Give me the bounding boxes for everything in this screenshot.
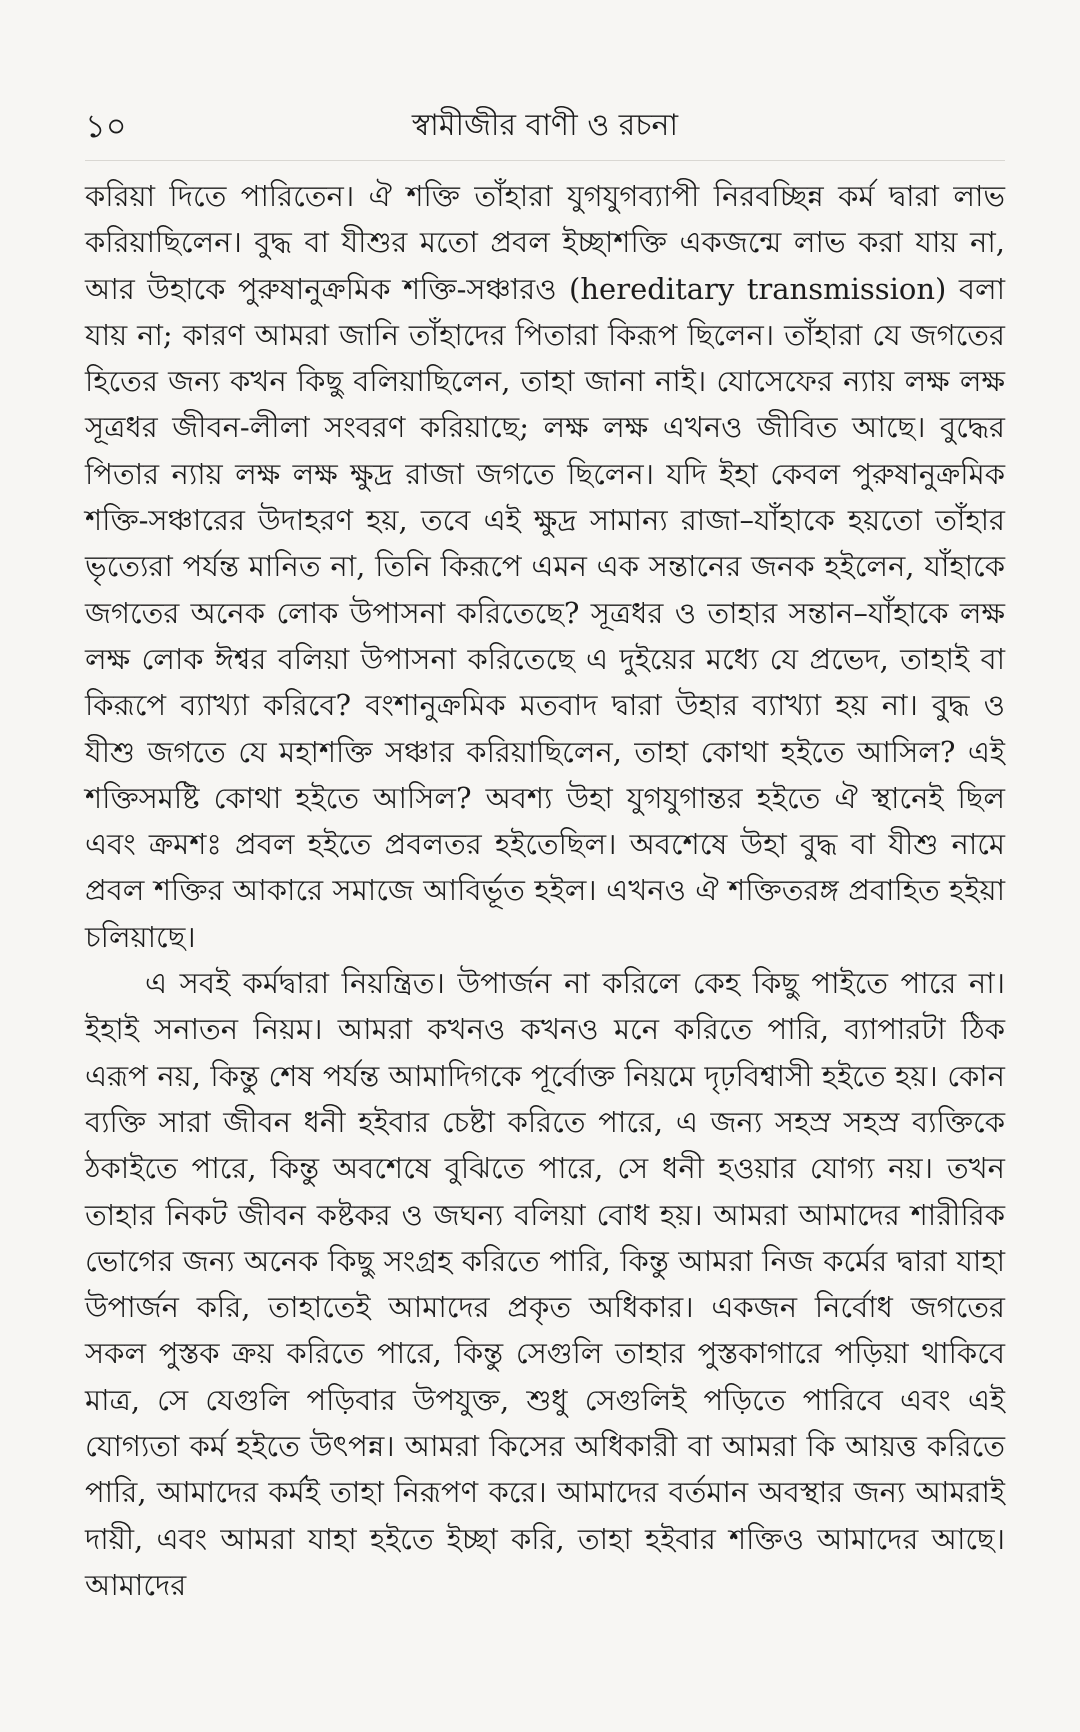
page-header: [85, 100, 1005, 161]
paragraph: করিয়া দিতে পারিতেন। ঐ শক্তি তাঁহারা যুগযুগব্যাপী নিরবচ্ছিন্ন কর্ম দ্বারা লাভ করিয়াছিলেন। বুদ্ধ বা যীশুর মতো প্রবল ইচ্ছাশক্তি একজন্মে লাভ করা যায় না, আর উহাকে পুরুষানুক্রমিক শক্তি-সঞ্চারও (hereditary transmission) বলা যায় না; কারণ আমরা জানি তাঁহাদের পিতারা কিরূপ ছিলেন। তাঁহারা যে জগতের হিতের জন্য কখন কিছু বলিয়াছিলেন, তাহা জানা নাই। যোসেফের ন্যায় লক্ষ লক্ষ সূত্রধর জীবন-লীলা সংবরণ করিয়াছে; লক্ষ লক্ষ এখনও জীবিত আছে। বুদ্ধের পিতার ন্যায় লক্ষ লক্ষ ক্ষুদ্র রাজা জগতে ছিলেন। যদি ইহা কেবল পুরুষানুক্রমিক শক্তি-সঞ্চারের উদাহরণ হয়, তবে এই ক্ষুদ্র সামান্য রাজা–যাঁহাকে হয়তো তাঁহার ভৃত্যেরা পর্যন্ত মানিত না, তিনি কিরূপে এমন এক সন্তানের জনক হইলেন, যাঁহাকে জগতের অনেক লোক উপাসনা করিতেছে? সূত্রধর ও তাহার সন্তান–যাঁহাকে লক্ষ লক্ষ লোক ঈশ্বর বলিয়া উপাসনা করিতেছে এ দুইয়ের মধ্যে যে প্রভেদ, তাহাই বা কিরূপে ব্যাখ্যা করিবে? বংশানুক্রমিক মতবাদ দ্বারা উহার ব্যাখ্যা হয় না। বুদ্ধ ও যীশু জগতে যে মহাশক্তি সঞ্চার করিয়াছিলেন, তাহা কোথা হইতে আসিল? এই শক্তিসমষ্টি কোথা হইতে আসিল? অবশ্য উহা যুগযুগান্তর হইতে ঐ স্থানেই ছিল এবং ক্রমশঃ প্রবল হইতে প্রবলতর হইতেছিল। অবশেষে উহা বুদ্ধ বা যীশু নামে প্রবল শক্তির আকারে সমাজে আবির্ভূত হইল। এখনও ঐ শক্তিতরঙ্গ প্রবাহিত হইয়া চলিয়াছে।: [85, 179, 1005, 954]
book-page: [0, 100, 1080, 1732]
page-number: ১০: [85, 107, 127, 145]
body-text: [85, 173, 1005, 1608]
running-title: স্বামীজীর বাণী ও রচনা: [411, 108, 679, 143]
paragraph: এ সবই কর্মদ্বারা নিয়ন্ত্রিত। উপার্জন না করিলে কেহ কিছু পাইতে পারে না। ইহাই সনাতন নিয়ম। আমরা কখনও কখনও মনে করিতে পারি, ব্যাপারটা ঠিক এরূপ নয়, কিন্তু শেষ পর্যন্ত আমাদিগকে পূর্বোক্ত নিয়মে দৃঢ়বিশ্বাসী হইতে হয়। কোন ব্যক্তি সারা জীবন ধনী হইবার চেষ্টা করিতে পারে, এ জন্য সহস্র সহস্র ব্যক্তিকে ঠকাইতে পারে, কিন্তু অবশেষে বুঝিতে পারে, সে ধনী হওয়ার যোগ্য নয়। তখন তাহার নিকট জীবন কষ্টকর ও জঘন্য বলিয়া বোধ হয়। আমরা আমাদের শারীরিক ভোগের জন্য অনেক কিছু সংগ্রহ করিতে পারি, কিন্তু আমরা নিজ কর্মের দ্বারা যাহা উপার্জন করি, তাহাতেই আমাদের প্রকৃত অধিকার। একজন নির্বোধ জগতের সকল পুস্তক ক্রয় করিতে পারে, কিন্তু সেগুলি তাহার পুস্তকাগারে পড়িয়া থাকিবে মাত্র, সে যেগুলি পড়িবার উপযুক্ত, শুধু সেগুলিই পড়িতে পারিবে এবং এই যোগ্যতা কর্ম হইতে উৎপন্ন। আমরা কিসের অধিকারী বা আমরা কি আয়ত্ত করিতে পারি, আমাদের কর্মই তাহা নিরূপণ করে। আমাদের বর্তমান অবস্থার জন্য আমরাই দায়ী, এবং আমরা যাহা হইতে ইচ্ছা করি, তাহা হইবার শক্তিও আমাদের আছে। আমাদের: [85, 966, 1005, 1602]
